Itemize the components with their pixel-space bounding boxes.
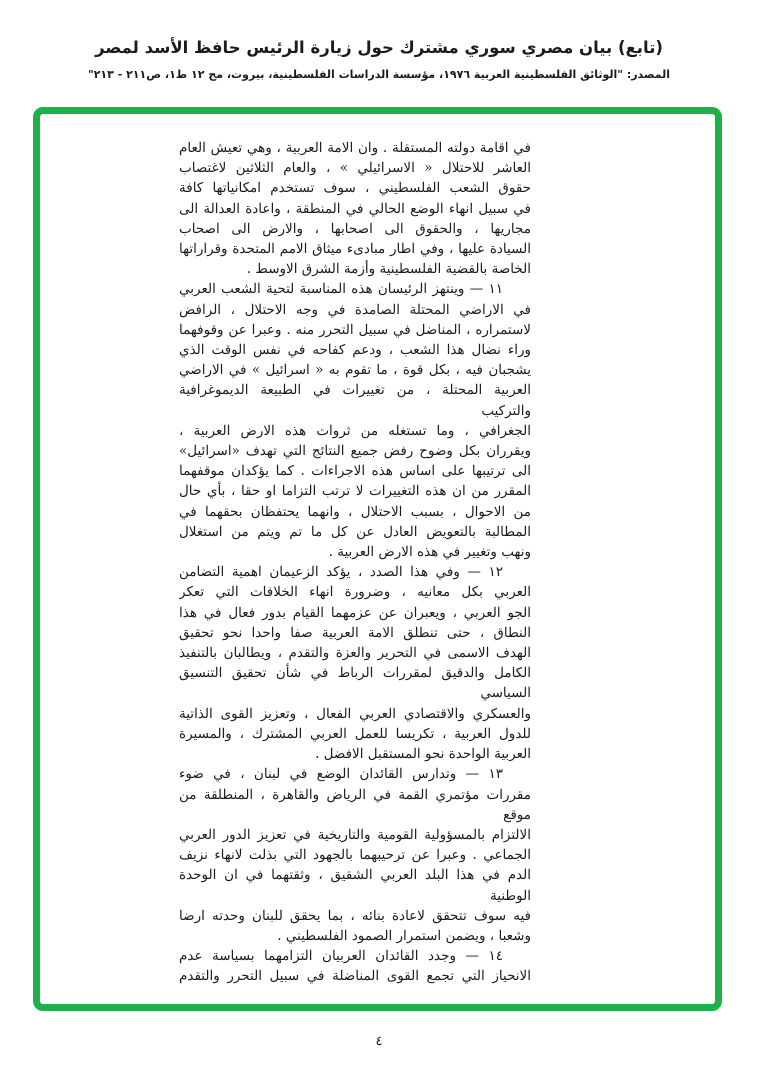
text-line: يشجبان فيه ، بكل قوة ، ما تقوم به « اسرائيل » في الاراضي [179, 362, 531, 379]
text-line: الخاصة بالقضية الفلسطينية وأزمة الشرق الاوسط . [246, 261, 531, 278]
text-line: ١٢ — وفي هذا الصدد ، يؤكد الزعيمان اهمية التضامن [179, 564, 503, 581]
document-header [0, 36, 758, 83]
text-line: المطالبة بالتعويض العادل عن كل ما تم ويتم من استغلال [179, 523, 531, 540]
text-line: الكامل والدقيق لمقررات الرباط في شأن تحقيق التنسيق السياسي [179, 665, 531, 702]
text-line: حقوق الشعب الفلسطيني ، سوف تستخدم امكانياتها كافة [179, 180, 531, 197]
text-line: العربية المحتلة ، من تغييرات في الطبيعة الديموغرافية والتركيب [179, 382, 531, 419]
paragraph [179, 946, 531, 988]
paragraph [179, 138, 531, 279]
source-citation: المصدر: "الوثائق الفلسطينية العربية ١٩٧٦، مؤسسة الدراسات الفلسطينية، بيروت، مج ١٢ ط١، ص٢١١ - ٢١٣" [87, 68, 671, 81]
document-body [179, 138, 531, 988]
text-line: وراء نضال هذا الشعب ، ودعم كفاحه في نفس الوقت الذي [179, 342, 531, 359]
text-line: مقررات مؤتمري القمة في الرياض والقاهرة ، المنطلقة من موقع [179, 786, 531, 823]
text-line: الانحياز التي تجمع القوى المناضلة في سبيل التحرر والتقدم [179, 968, 531, 985]
text-line [179, 987, 531, 988]
page-number: ٤ [375, 1034, 383, 1049]
text-line: السيادة عليها ، وفي اطار مبادىء ميثاق الامم المتحدة وقراراتها [179, 241, 531, 258]
text-line: وشعبا ، ويضمن استمرار الصمود الفلسطيني . [277, 927, 531, 944]
text-line: الجغرافي ، وما تستغله من ثروات هذه الارض العربية ، [179, 422, 531, 439]
text-line: ونهب وتغيير في هذه الارض العربية . [328, 544, 531, 561]
text-line: ١٤ — وجدد القائدان العربيان التزامهما بسياسة عدم [179, 948, 503, 965]
text-line: العاشر للاحتلال « الاسرائيلي » ، والعام الثلاثين لاغتصاب [179, 160, 531, 177]
text-line: المقرر من ان هذه التغييرات لا ترتب التزاما او حقا ، بأي حال [179, 483, 531, 500]
text-line: النطاق ، حتى تنطلق الامة العربية صفا واحدا نحو تحقيق [179, 624, 531, 641]
text-line: ويقرران بكل وضوح رفض جميع النتائج التي تهدف «اسرائيل» [179, 443, 531, 460]
text-line: فيه سوف تتحقق لاعادة بنائه ، بما يحقق للبنان وحدته ارضا [179, 907, 531, 924]
paragraph [179, 764, 531, 946]
text-line: لاستمراره ، المناضل في سبيل التحرر منه . وعبرا عن وقوفهما [179, 321, 531, 338]
paragraph [179, 279, 531, 562]
text-line: الجماعي . وعبرا عن ترحيبهما بالجهود التي بذلت لانهاء نزيف [179, 847, 531, 864]
text-line: ١١ — وينتهز الرئيسان هذه المناسبة لتحية الشعب العربي [179, 281, 503, 298]
text-line: ١٣ — وتدارس القائدان الوضع في لبنان ، في ضوء [179, 766, 503, 783]
text-line: الالتزام بالمسؤولية القومية والتاريخية في تعزيز الدور العربي [179, 826, 531, 843]
text-line: في سبيل انهاء الوضع الحالي في المنطقة ، واعادة العدالة الى [179, 200, 531, 217]
text-line: والعسكري والاقتصادي العربي الفعال ، وتعزيز القوى الذاتية [179, 705, 531, 722]
text-line: الجو العربي ، ويعبران عن عزمهما القيام بدور فعال في هذا [179, 604, 531, 621]
text-line: في اقامة دولته المستقلة . وان الامة العربية ، وهي تعيش العام [179, 140, 531, 156]
text-line: العربي بكل معانيه ، وضرورة انهاء الخلافات التي تعكر [179, 584, 531, 601]
text-line: مجاريها ، والحقوق الى اصحابها ، والارض الى اصحاب [179, 220, 531, 237]
text-line: من الاحوال ، بسبب الاحتلال ، وانهما يحتفظان بحقهما في [179, 503, 531, 520]
content-frame [33, 107, 722, 1011]
paragraph [179, 562, 531, 764]
text-line: الى ترتيبها على اساس هذه الاجراءات . كما يؤكدان موقفهما [179, 463, 531, 480]
text-line: للدول العربية ، تكريسا للعمل العربي المشترك ، والمسيرة [179, 725, 531, 742]
text-line: الهدف الاسمى في التحرير والعزة والتقدم ، ويطالبان بالتنفيذ [179, 645, 531, 662]
text-line: الدم في هذا البلد العربي الشقيق ، وثقتهما في ان الوحدة الوطنية [179, 867, 531, 904]
text-line: في الاراضي المحتلة الصامدة في وجه الاحتلال ، الرافض [179, 301, 531, 318]
document-title: (تابع) بيان مصري سوري مشترك حول زيارة الرئيس حافظ الأسد لمصر [95, 38, 663, 57]
text-line: العربية الواحدة نحو المستقبل الافضل . [315, 746, 531, 763]
